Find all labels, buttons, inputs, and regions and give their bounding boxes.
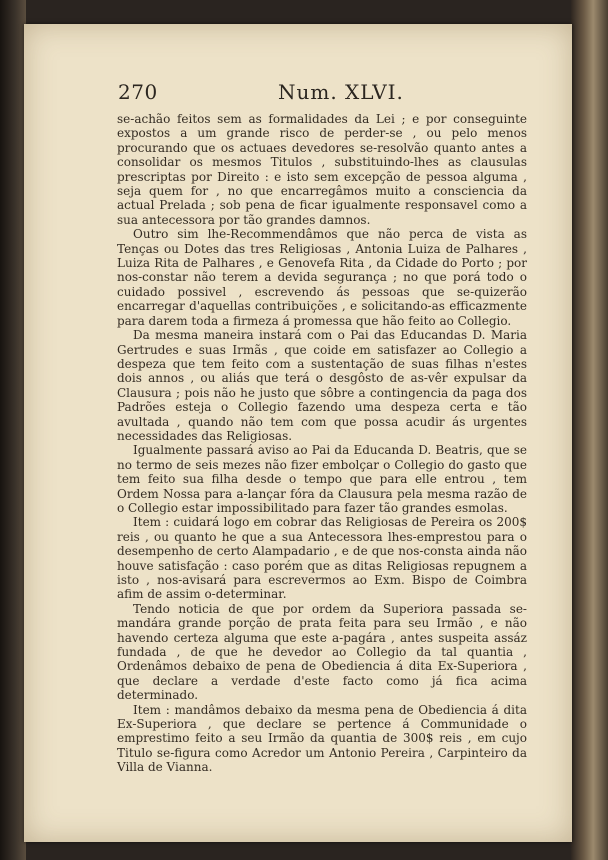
paragraph: Tendo noticia de que por ordem da Superiora passada se-mandára grande porção de prata feita para seu Irmão , e não havendo certeza alguma que este a-pagára , antes suspeita assáz fundada , de que he devedor ao Collegio da tal quantia , Ordenâmos debaixo de pena de Obediencia á dita Ex-Superiora , que declare a verdade d'este facto como já fica acima determinado.	[117, 601, 527, 703]
paragraph: Outro sim lhe-Recommendâmos que não perca de vista as Tenças ou Dotes das tres Religiosas , Antonia Luiza de Palhares , Luiza Rita de Palhares , e Genovefa Rita , da Cidade do Porto ; por nos-constar não terem a devida segurança ; no que porá todo o cuidado possivel , escrevendo ás pessoas que se-quizerão encarregar d'aquellas contribuições , e solicitando-as efficazmente para darem toda a firmeza á promessa que hão feito ao Collegio.	[117, 227, 527, 328]
paragraph: Item : cuidará logo em cobrar das Religiosas de Pereira os 200$ reis , ou quanto he que a sua Antecessora lhes-emprestou para o desempenho de certo Alampadario , e de que nos-consta ainda não houve satisfação : caso porém que as ditas Religiosas repugnem a isto , nos-avisará para escrevermos ao Exm. Bispo de Coimbra afim de assim o-determinar.	[117, 515, 527, 602]
paragraph: Da mesma maneira instará com o Pai das Educandas D. Maria Gertrudes e suas Irmãs , que coide em satisfazer ao Collegio a despeza que tem feito com a sustentação de suas filhas n'estes dois annos , ou aliás que terá o desgôsto de as-vêr expulsar da Clausura ; pois não he justo que sôbre a contingencia da paga dos Padrões esteja o Collegio fazendo uma despeza certa e tão avultada , quando não tem com que possa acudir ás urgentes necessidades das Religiosas.	[117, 328, 527, 443]
next-page-edge	[571, 0, 608, 860]
page-number: 270	[118, 80, 158, 104]
paragraph: se-achão feitos sem as formalidades da Lei ; e por conseguinte expostos a um grande risco de perder-se , ou pelo menos procurando que os actuaes devedores se-resolvão quanto antes a consolidar os mesmos Titulos , substituindo-lhes as clausulas prescriptas por Direito : e isto sem excepção de pessoa alguma , seja quem for , no que encarregâmos muito a consciencia da actual Prelada ; sob pena de ficar igualmente responsavel como a sua antecessora por tão grandes damnos.	[117, 112, 527, 227]
body-text	[117, 112, 527, 775]
page-header	[118, 80, 528, 110]
paragraph: Item : mandâmos debaixo da mesma pena de Obediencia á dita Ex-Superiora , que declare se pertence á Communidade o emprestimo feito a seu Irmão da quantia de 300$ reis , em cujo Titulo se-figura como Acredor um Antonio Pereira , Carpinteiro da Villa de Vianna.	[117, 702, 527, 775]
running-title: Num. XLVI.	[278, 80, 404, 104]
book-spine-shadow	[0, 0, 26, 860]
paragraph: Igualmente passará aviso ao Pai da Educanda D. Beatris, que se no termo de seis mezes não fizer embolçar o Collegio do gasto que tem feito sua filha desde o tempo que para elle entrou , tem Ordem Nossa para a-lançar fóra da Clausura pela mesma razão de o Collegio estar impossibilitado para fazer tão grandes esmolas.	[117, 443, 527, 515]
